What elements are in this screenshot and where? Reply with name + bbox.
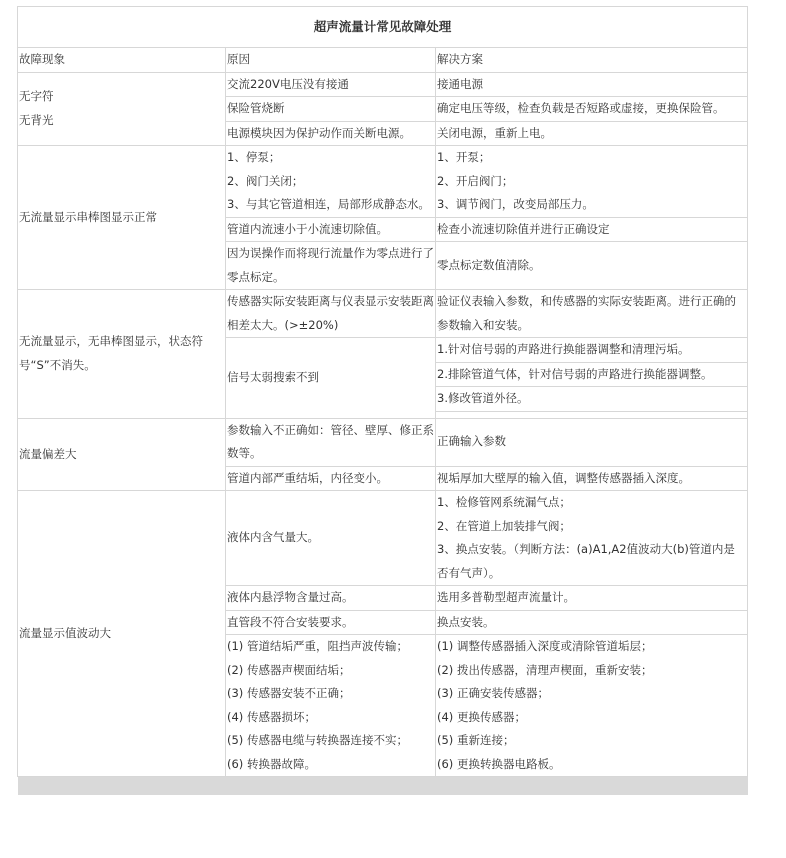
cause-line: (5) 传感器电缆与转换器连接不实；: [227, 733, 408, 747]
fault-table-container: [17, 6, 747, 795]
table-title: 超声流量计常见故障处理: [18, 7, 748, 48]
solution-line: (3) 正确安装传感器；: [437, 686, 549, 700]
cause-line: (3) 传感器安装不正确；: [227, 686, 351, 700]
solution-cell: 选用多普勒型超声流量计。: [436, 586, 748, 611]
solution-cell: [436, 146, 748, 218]
cause-line: 2、阀门关闭；: [227, 173, 304, 188]
symptom-cell: 流量偏差大: [18, 418, 226, 491]
solution-cell: 确定电压等级，检查负载是否短路或虚接，更换保险管。: [436, 97, 748, 122]
cause-cell: [226, 146, 436, 218]
symptom-cell: 无流量显示，无串棒图显示，状态符号“S”不消失。: [18, 290, 226, 419]
solution-line: 3、换点安装。（判断方法：(a)A1,A2值波动大(b)管道内是否有气声）。: [437, 542, 735, 580]
solution-cell: 关闭电源，重新上电。: [436, 121, 748, 146]
cause-cell: [226, 635, 436, 777]
table-footer-bar: [18, 777, 748, 796]
table-row: [18, 491, 748, 586]
footer-row: [18, 777, 748, 796]
solution-cell: [436, 635, 748, 777]
table-row: [18, 146, 748, 218]
solution-cell: [436, 491, 748, 586]
cause-line: (6) 转换器故障。: [227, 756, 316, 771]
solution-line: (6) 更换转换器电路板。: [437, 756, 561, 771]
solution-line: 3、调节阀门，改变局部压力。: [437, 197, 594, 211]
solution-cell: 正确输入参数: [436, 418, 748, 466]
solution-cell: 零点标定数值清除。: [436, 242, 748, 290]
cause-cell: 管道内流速小于小流速切除值。: [226, 217, 436, 242]
solution-line: 1、检修管网系统漏气点；: [437, 495, 571, 509]
cause-cell: 液体内含气量大。: [226, 491, 436, 586]
symptom-line: 无背光: [19, 112, 54, 127]
cause-cell: 管道内部严重结垢，内径变小。: [226, 466, 436, 491]
cause-cell: 信号太弱搜索不到: [226, 338, 436, 419]
cause-line: 3、与其它管道相连，局部形成静态水。: [227, 197, 430, 211]
table-row: [18, 72, 748, 97]
cause-cell: 直管段不符合安装要求。: [226, 610, 436, 635]
table-row: [18, 290, 748, 338]
solution-cell: 检查小流速切除值并进行正确设定: [436, 217, 748, 242]
symptom-line: 无字符: [19, 89, 54, 104]
solution-line: (5) 重新连接；: [437, 733, 515, 747]
cause-cell: 传感器实际安装距离与仪表显示安装距离相差太大。(>±20%): [226, 290, 436, 338]
cause-line: 1、停泵；: [227, 150, 281, 164]
header-symptom: 故障现象: [18, 48, 226, 73]
header-cause: 原因: [226, 48, 436, 73]
header-row: [18, 48, 748, 73]
cause-line: (1) 管道结垢严重，阻挡声波传输；: [227, 639, 408, 653]
solution-cell: 3.修改管道外径。: [436, 387, 748, 412]
cause-cell: 电源模块因为保护动作而关断电源。: [226, 121, 436, 146]
table-row: [18, 418, 748, 466]
symptom-cell: 无流量显示串棒图显示正常: [18, 146, 226, 290]
solution-line: 2、在管道上加装排气阀；: [437, 518, 571, 533]
symptom-cell: [18, 72, 226, 146]
solution-cell-empty: [436, 411, 748, 418]
header-solution: 解决方案: [436, 48, 748, 73]
solution-cell: 1.针对信号弱的声路进行换能器调整和清理污垢。: [436, 338, 748, 363]
symptom-cell: 流量显示值波动大: [18, 491, 226, 777]
solution-line: (1) 调整传感器插入深度或清除管道垢层；: [437, 639, 653, 653]
solution-line: (2) 拨出传感器，清理声楔面，重新安装；: [437, 662, 653, 677]
cause-cell: 液体内悬浮物含量过高。: [226, 586, 436, 611]
solution-cell: 验证仪表输入参数，和传感器的实际安装距离。进行正确的参数输入和安装。: [436, 290, 748, 338]
solution-line: 1、开泵；: [437, 150, 491, 164]
solution-cell: 2.排除管道气体，针对信号弱的声路进行换能器调整。: [436, 362, 748, 387]
cause-cell: 因为误操作而将现行流量作为零点进行了零点标定。: [226, 242, 436, 290]
solution-line: 2、开启阀门；: [437, 173, 514, 188]
title-row: [18, 7, 748, 48]
cause-cell: 参数输入不正确如：管径、壁厚、修正系数等。: [226, 418, 436, 466]
fault-table: [17, 6, 748, 795]
solution-cell: 换点安装。: [436, 610, 748, 635]
solution-cell: 视垢厚加大壁厚的输入值，调整传感器插入深度。: [436, 466, 748, 491]
cause-line: (4) 传感器损坏；: [227, 709, 316, 724]
cause-cell: 交流220V电压没有接通: [226, 72, 436, 97]
cause-line: (2) 传感器声楔面结垢；: [227, 662, 351, 677]
solution-cell: 接通电源: [436, 72, 748, 97]
solution-line: (4) 更换传感器；: [437, 709, 526, 724]
cause-cell: 保险管烧断: [226, 97, 436, 122]
